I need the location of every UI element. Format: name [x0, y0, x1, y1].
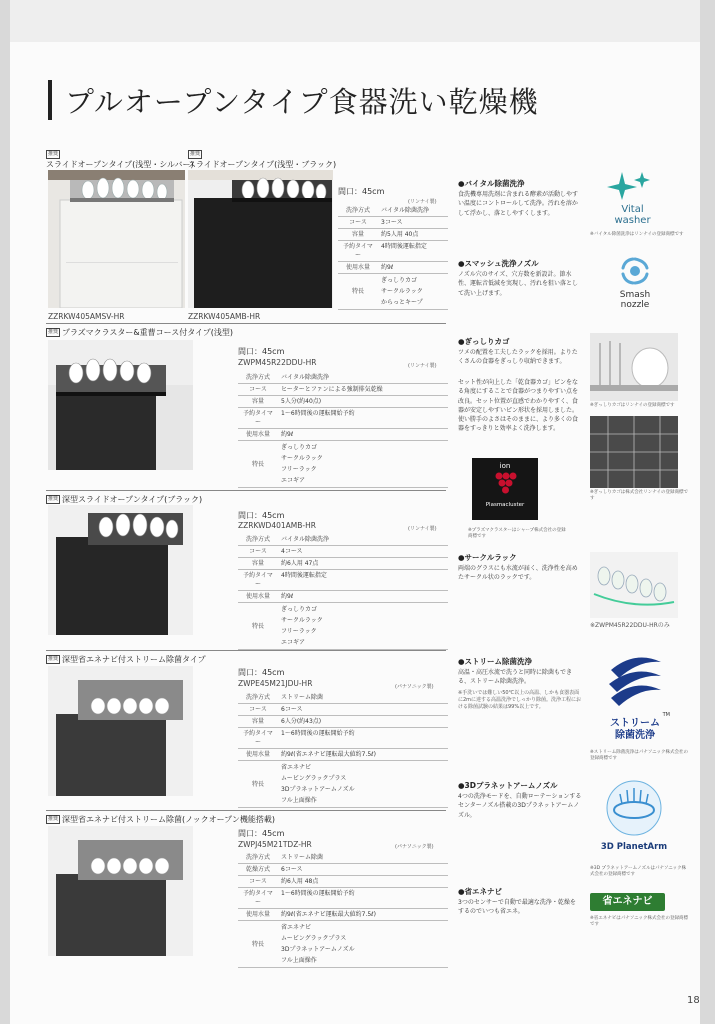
product-1-maker: (リンナイ製) [408, 199, 437, 205]
feature-item: からっとキープ [381, 299, 423, 306]
spec-row-features [238, 441, 448, 488]
spec-key: 洗浄方式 [338, 205, 378, 217]
spec-value: 約6人用 48点 [278, 876, 448, 888]
product-5-model: ZWPJ45M21TDZ-HR [238, 840, 312, 849]
spec-row [338, 205, 448, 217]
spec-key: コース [238, 546, 278, 558]
gisshiri-photo-2 [590, 416, 678, 488]
feature-item: ムービングラックプラス [281, 935, 347, 942]
stream-body-2: ※手洗いでは難しい50℃以上の高温、しかも食器表面に2mに達する高温洗浄でしっかり除菌。洗浄工程における除菌試験の結果は99%以上です。 [458, 690, 582, 710]
spec-value: 3コース [378, 217, 448, 229]
spec-value: 6コース [278, 864, 448, 876]
spec-value: ストリーム除菌 [278, 852, 448, 864]
product-3-label: 推奨 深型スライドオープンタイプ(ブラック) [48, 495, 203, 504]
spec-row [238, 728, 448, 749]
eco-navi-body: 3つのセンサーで自動で最適な洗浄・乾燥をするのでいつも省エネ。 [458, 899, 576, 916]
spec-value: 約9ℓ [278, 429, 448, 441]
spec-value: 6人分(約43点) [278, 716, 448, 728]
feature-item: ぎっしりカゴ [281, 606, 318, 613]
spec-row [238, 909, 448, 921]
feature-item: フリーラック [281, 628, 317, 635]
feature-item: 省エネナビ [281, 764, 312, 771]
product-1b-photo [188, 170, 333, 308]
spec-row [238, 864, 448, 876]
product-3-spec-table [238, 534, 448, 650]
product-4-model: ZWPE45M21JDU-HR [238, 679, 313, 688]
spec-value: 約6人用 47点 [278, 558, 448, 570]
feature-list [278, 761, 448, 808]
product-3-frontage: 間口：45cm [238, 511, 285, 520]
spec-key: 特長 [338, 274, 378, 310]
spec-key: 特長 [238, 441, 278, 488]
spec-value: 約9ℓ [378, 262, 448, 274]
spec-value: 1〜6時間後の運転開始予約 [278, 728, 448, 749]
spec-key: 容量 [238, 558, 278, 570]
product-2-spec-table [238, 372, 448, 488]
feature-item: エコギア [281, 639, 306, 646]
feature-item: ぎっしりカゴ [281, 444, 318, 451]
spec-key: 使用水量 [238, 591, 278, 603]
product-1b-label: 推奨 スライドオープンタイプ(浅型・ブラック) [188, 151, 337, 169]
product-4-frontage: 間口：45cm [238, 668, 285, 677]
product-5-spec-table [238, 852, 448, 968]
product-4-label: 推奨 深型省エネナビ付ストリーム除菌タイプ [48, 655, 206, 664]
product-1a-photo [48, 170, 185, 308]
smash-heading: ●スマッシュ洗浄ノズル [458, 259, 539, 268]
feature-item: フル上面操作 [281, 957, 317, 964]
divider-2 [46, 490, 446, 491]
spec-row [238, 692, 448, 704]
product-1b-badge: 推奨 [190, 151, 201, 157]
spec-row [238, 546, 448, 558]
stream-note: ※ストリーム除菌洗浄はパナソニック株式会社の登録商標です [590, 750, 688, 761]
spec-row [338, 241, 448, 262]
divider-3 [46, 650, 446, 651]
gisshiri-photo-1 [590, 333, 678, 401]
spec-key: 予約タイマー [238, 728, 278, 749]
spec-row [338, 217, 448, 229]
spec-value: 約9ℓ(省エネナビ運転最大値約7.5ℓ) [278, 909, 448, 921]
spec-key: コース [238, 704, 278, 716]
spec-value: 1〜6時間後の運転開始予約 [278, 888, 448, 909]
planet-arm-note: ※3D プラネットアームノズルはパナソニック株式会社の登録商標です [590, 866, 687, 877]
spec-key: 洗浄方式 [238, 852, 278, 864]
circle-rack-note: ※ZWPM45R22DDU-HRのみ [590, 622, 670, 629]
spec-key: 予約タイマー [238, 570, 278, 591]
spec-row [238, 716, 448, 728]
spec-key: 乾燥方式 [238, 864, 278, 876]
catalog-page [10, 0, 700, 1024]
spec-value: 約5人用 40点 [378, 229, 448, 241]
spec-value: 6コース [278, 704, 448, 716]
spec-key: 洗浄方式 [238, 372, 278, 384]
feature-list [278, 603, 448, 650]
product-5-photo [48, 826, 193, 956]
spec-value: 4時間後運転指定 [378, 241, 448, 262]
grape-cluster-icon [490, 470, 520, 498]
feature-list [378, 274, 448, 310]
spec-row-features [238, 921, 448, 968]
product-1a-model: ZZRKW405AMSV-HR [48, 312, 125, 321]
title-accent-bar [48, 80, 52, 120]
spec-row [238, 749, 448, 761]
stream-logo: TM ストリーム 除菌洗浄 [600, 650, 670, 748]
product-2-badge: 推奨 [48, 329, 59, 335]
spec-row [338, 262, 448, 274]
eco-navi-heading: ●省エネナビ [458, 887, 503, 896]
stream-icon [605, 650, 665, 708]
product-4-badge: 推奨 [48, 656, 59, 662]
spec-row [238, 591, 448, 603]
spec-key: 予約タイマー [338, 241, 378, 262]
product-1b-model: ZZRKW405AMB-HR [188, 312, 261, 321]
spec-key: 使用水量 [238, 429, 278, 441]
spec-row [238, 852, 448, 864]
spec-row [238, 429, 448, 441]
feature-item: フル上面操作 [281, 797, 317, 804]
spec-key: 容量 [238, 396, 278, 408]
spec-key: コース [238, 384, 278, 396]
spec-row [338, 229, 448, 241]
spec-key: コース [338, 217, 378, 229]
product-4-spec-table [238, 692, 448, 808]
spec-row-features [238, 761, 448, 808]
spec-value: 1〜6時間後の運転開始予約 [278, 408, 448, 429]
product-2-maker: (リンナイ製) [408, 363, 437, 369]
spec-key: 使用水量 [338, 262, 378, 274]
product-1-frontage: 間口：45cm [338, 187, 385, 196]
feature-list [278, 441, 448, 488]
top-band [10, 0, 700, 42]
feature-item: ムービングラックプラス [281, 775, 347, 782]
feature-item: 3Dプラネットアームノズル [281, 786, 355, 793]
product-2-label: 推奨 プラズマクラスター&重曹コース付タイプ(浅型) [48, 328, 234, 337]
spec-key: 予約タイマー [238, 888, 278, 909]
page-title: プルオープンタイプ食器洗い乾燥機 [65, 85, 539, 119]
vital-heading: ●バイタル除菌洗浄 [458, 179, 525, 188]
feature-item: ぎっしりカゴ [381, 277, 418, 284]
product-2-photo [48, 340, 193, 470]
product-4-maker: (パナソニック製) [395, 684, 434, 690]
spec-key: 使用水量 [238, 749, 278, 761]
vital-note: ※バイタル除菌洗浄はリンナイの登録商標です [590, 232, 684, 237]
feature-item: サークルラック [381, 288, 423, 295]
spec-row [238, 888, 448, 909]
product-5-frontage: 間口：45cm [238, 829, 285, 838]
spec-key: 容量 [338, 229, 378, 241]
vital-washer-logo: Vital washer [600, 170, 665, 230]
product-3-model: ZZRKWD401AMB-HR [238, 521, 316, 530]
feature-item: 省エネナビ [281, 924, 312, 931]
spec-row [238, 384, 448, 396]
planet-arm-logo: 3D PlanetArm [590, 778, 678, 860]
spec-value: バイタル除菌洗浄 [278, 534, 448, 546]
feature-item: フリーラック [281, 466, 317, 473]
smash-body: ノズル穴のサイズ、穴方数を新設計。節水性、運転音低減を実現し、汚れを狙い落として洗い上げます。 [458, 271, 579, 297]
nozzle-icon [615, 256, 655, 286]
spec-value: 約9ℓ [278, 591, 448, 603]
divider-1 [46, 323, 446, 324]
spec-row [238, 408, 448, 429]
spec-row [238, 570, 448, 591]
spec-value: 約9ℓ(省エネナビ運転最大値約7.5ℓ) [278, 749, 448, 761]
product-4-photo [48, 666, 193, 796]
page-number: 18 [687, 995, 700, 1006]
sparkle-icon [600, 170, 665, 200]
spec-value: ヒーターとファンによる強制排気乾燥 [278, 384, 448, 396]
divider-4 [46, 810, 446, 811]
product-2-frontage: 間口：45cm [238, 347, 285, 356]
feature-list [278, 921, 448, 968]
spec-key: 特長 [238, 603, 278, 650]
spec-row [238, 396, 448, 408]
circle-rack-body: 両端のグラスにも水流が届く、洗浄性を高めたサークル状のラックです。 [458, 565, 578, 582]
vital-body: 食洗機専用洗剤に含まれる酵素が活動しやすい温度にコントロールして洗浄。汚れを溶かして浮かし、落としやすくします。 [458, 191, 579, 217]
product-5-badge: 推奨 [48, 816, 59, 822]
spec-row-features [338, 274, 448, 310]
spec-key: 使用水量 [238, 909, 278, 921]
gisshiri-note-2: ※ぎっしりカゴは株式会社リンナイの登録商標です [590, 490, 688, 501]
spec-value: ストリーム除菌 [278, 692, 448, 704]
spec-value: バイタル除菌洗浄 [278, 372, 448, 384]
spec-row [238, 876, 448, 888]
spec-value: 4時間後運転指定 [278, 570, 448, 591]
product-1-spec-table [338, 205, 448, 310]
spec-row [238, 558, 448, 570]
spec-row [238, 704, 448, 716]
feature-item: サークルラック [281, 455, 323, 462]
product-1a-label: 推奨 スライドオープンタイプ(浅型・シルバー) [46, 151, 194, 169]
spec-value: 4コース [278, 546, 448, 558]
planet-arm-body: 4つの洗浄モードを、自動ローテーションするセンターノズル搭載の3Dプラネットアームノズル。 [458, 793, 582, 819]
spec-key: 特長 [238, 921, 278, 968]
product-3-photo [48, 505, 193, 635]
product-1a-badge: 推奨 [48, 151, 59, 157]
spec-key: コース [238, 876, 278, 888]
plasmacluster-note: ※プラズマクラスターはシャープ株式会社の登録商標です [468, 528, 566, 539]
spec-value: 5人分(約40点) [278, 396, 448, 408]
stream-body: 高温・高圧水流で洗うと同時に除菌もできる、ストリーム除菌洗浄。 [458, 669, 573, 686]
feature-item: サークルラック [281, 617, 323, 624]
product-3-badge: 推奨 [48, 496, 59, 502]
circle-rack-heading: ●サークルラック [458, 553, 517, 562]
gisshiri-note-1: ※ぎっしりカゴはリンナイの登録商標です [590, 403, 675, 408]
circle-rack-photo [590, 552, 678, 618]
spec-key: 予約タイマー [238, 408, 278, 429]
spec-row-features [238, 603, 448, 650]
spec-key: 特長 [238, 761, 278, 808]
gisshiri-body-2: セット性が向上した「乾食器カゴ」ピンをなる角度にすることで食器がつまりやすい点を改良。セット位置が直感でわかりやすく、食器が安定しやすいピン形状を採用しました。使い勝手のよさはそのままに、より多くの食器をすっきりと効率よく洗浄します。 [458, 379, 579, 433]
product-3-maker: (リンナイ製) [408, 526, 437, 532]
spec-key: 容量 [238, 716, 278, 728]
planet-arm-icon [604, 778, 664, 838]
planet-arm-heading: ●3Dプラネットアームノズル [458, 781, 558, 790]
spec-key: 洗浄方式 [238, 534, 278, 546]
spec-row [238, 534, 448, 546]
smash-nozzle-logo: Smash nozzle [600, 256, 670, 318]
gisshiri-heading: ●ぎっしりカゴ [458, 337, 510, 346]
product-2-model: ZWPM45R22DDU-HR [238, 358, 317, 367]
product-5-maker: (パナソニック製) [395, 844, 434, 850]
spec-row [238, 372, 448, 384]
stream-heading: ●ストリーム除菌洗浄 [458, 657, 533, 666]
eco-navi-logo: 省エネナビ [590, 893, 665, 911]
spec-key: 洗浄方式 [238, 692, 278, 704]
feature-item: 3Dプラネットアームノズル [281, 946, 355, 953]
eco-navi-note: ※省エネナビはパナソニック株式会社の登録商標です [590, 916, 688, 927]
plasmacluster-logo: ion Plasmacluster [472, 458, 538, 520]
spec-value: バイタル除菌洗浄 [378, 205, 448, 217]
gisshiri-body-1: ツメの配置を工夫したラックを採用。よりたくさんの食器をぎっしり収納できます。 [458, 349, 578, 366]
feature-item: エコギア [281, 477, 306, 484]
product-5-label: 推奨 深型省エネナビ付ストリーム除菌(ノックオープン機能搭載) [48, 815, 275, 824]
